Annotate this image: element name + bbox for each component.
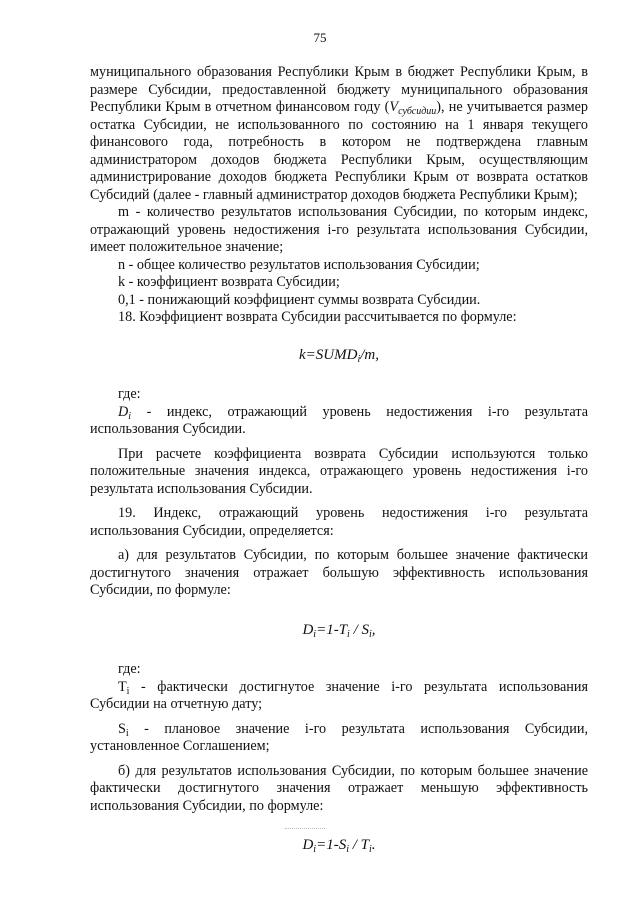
paragraph: $S_i$ - плановое значение i-го результата использования Субсидии, установленное Соглашением; [90, 720, 588, 754]
paragraph: б) для результатов использования Субсидии, по которым большее значение фактически достигнутого значения отражает меньшую эффективность использования Субсидии, по формуле: [90, 762, 588, 814]
where-label: где: [118, 386, 141, 402]
formula-index-a: $D_i=1-T_i / S_i$, [302, 621, 376, 640]
paragraph: 19. Индекс, отражающий уровень недостижения i-го результата использования Субсидии, определяется: [90, 505, 588, 539]
paragraph: m - количество результатов использования Субсидии, по которым индекс, отражающий уровень недостижения i-го результата использования Субсидии, имеет положительное значение; [90, 204, 588, 255]
paragraph: 0,1 - понижающий коэффициент суммы возврата Субсидии. [118, 291, 481, 308]
paragraph: $D_i$ - индекс, отражающий уровень недостижения i-го результата использования Субсидии. [90, 403, 588, 437]
scan-mark [285, 828, 325, 830]
paragraph: k - коэффициент возврата Субсидии; [118, 274, 340, 290]
paragraph: 18. Коэффициент возврата Субсидии рассчитывается по формуле: [118, 309, 517, 325]
page-number: 75 [313, 30, 327, 45]
paragraph: При расчете коэффициента возврата Субсидии используются только положительные значения индекса, отражающего уровень недостижения i-го результата использования Субсидии. [90, 445, 588, 497]
paragraph: муниципального образования Республики Крым в бюджет Республики Крым, в размере Субсидии, предоставленной бюджету муниципального образования Республики Крым в отчетном финансовом году $(V_{субсидии})$, не учитывается размер остатка Субсидии, не использованного по состоянию на 1 января текущего финансового года, потребность в котором не подтверждена главным администратором доходов бюджета Республики Крым, осуществляющим администрирование доходов бюджета Республики Крым от возврата остатков Субсидий (далее - главный администратор доходов бюджета Республики Крым); [90, 64, 588, 203]
document-body [90, 64, 588, 855]
formula-index-b: $D_i=1-S_i / T_i$. [302, 837, 376, 855]
formula-return-coefficient: $k=SUMD_i/m$, [299, 346, 379, 365]
paragraph: а) для результатов Субсидии, по которым большее значение фактически достигнутого значения отражает большую эффективность использования Субсидии, по формуле: [90, 547, 588, 598]
paragraph: $T_i$ - фактически достигнутое значение i-го результата использования Субсидии на отчетную дату; [90, 678, 588, 712]
where-label: где: [118, 661, 141, 677]
paragraph: n - общее количество результатов использования Субсидии; [118, 256, 480, 273]
